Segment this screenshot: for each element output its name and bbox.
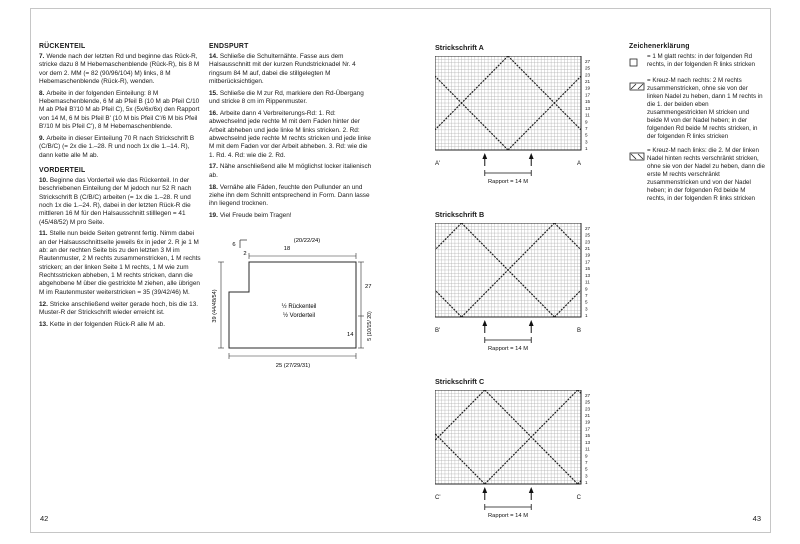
chart-grid-svg: [435, 223, 613, 355]
rapport-label: Rapport = 14 M: [487, 346, 529, 352]
row-number: 27: [585, 392, 591, 398]
instruction-step: [39, 135, 201, 160]
step-number: 8.: [39, 89, 45, 97]
row-number: 21: [585, 245, 591, 251]
instruction-step: [39, 301, 201, 318]
step-text: Arbeite in der folgenden Einteilung: 8 M Hebemaschenblende, 6 M ab Pfeil B (10 M ab Pfeil C/10 M ab Pfeil B'/10 M ab Pfeil C), 5x (5x/6x/6x) den Rapport von 14 M, 6 M bis Pfeil B' (10 M bis Pfeil C'/6 M bis Pfeil B'/10 M bis Pfeil C'), 8 M Hebemaschenblende.: [39, 89, 200, 131]
step-number: 19.: [209, 212, 218, 220]
schematic-svg: [211, 230, 374, 372]
chart-grid-svg: [435, 390, 613, 522]
step-text: Viel Freude beim Tragen!: [219, 212, 292, 220]
row-number: 21: [585, 412, 591, 418]
row-number: 9: [585, 453, 588, 459]
chart-title: Strickschrift C: [435, 377, 485, 386]
row-number: 5: [585, 466, 588, 472]
step-text: Beginne das Vorderteil wie das Rückenteil. In der beschriebenen Einteilung der M jedoch nur 52 R nach Strickschrift B (C/B/C) arbeiten (= 1x die 1.–28. R und noch 1x die 1.–24. R), dabei in der letzten Rück-R die mittleren 16 M für den Halsausschnitt stilllegen = 41 (45/48/52) M pro Seite.: [39, 176, 192, 226]
row-number: 7: [585, 125, 588, 131]
legend-text: = Kreuz-M nach links: die 2. M der linken Nadel hinten rechts verschränkt stricken, ohne sie von der Nadel zu heben, dann die erste M rechts verschränkt zusammenstricken und von der Nadel heben; in der folgenden Rd beide M rechts, in der folgenden R links stricken: [647, 146, 765, 202]
row-number: 1: [585, 313, 588, 319]
rapport-arrow-icon: [529, 320, 534, 326]
row-number: 9: [585, 286, 588, 292]
step-text: Vernähe alle Fäden, feuchte den Pullunder an und ziehe ihn dem Schnitt entsprechend in Form. Dann lasse ihn liegend trocknen.: [209, 183, 370, 208]
endspurt-steps: [209, 53, 372, 220]
step-number: 17.: [209, 163, 218, 171]
legend-text: = Kreuz-M nach rechts: 2 M rechts zusammenstricken, ohne sie von der linken Nadel zu heben, dann 1 M rechts in die 1. der beiden eben zusammengestrickten M stricken und beide M von der Nadel heben; in der folgenden Rd beide M rechts stricken, in der folgenden R links stricken: [647, 77, 763, 141]
row-number: 13: [585, 272, 591, 278]
dim-top-base: 18: [283, 246, 291, 253]
legend-column: [629, 43, 765, 208]
row-number: 5: [585, 132, 588, 138]
garment-schematic: [211, 230, 372, 377]
step-number: 16.: [209, 109, 218, 117]
rapport-label: Rapport = 14 M: [487, 179, 529, 185]
dim-right-lower: 14: [347, 332, 354, 339]
knit-square-icon: [629, 53, 647, 72]
step-text: Arbeite in dieser Einteilung 70 R nach Strickschrift B (C/B/C) (= 2x die 1.–28. R und noch 1x die 1.–14. R), dann kette alle M ab.: [39, 134, 195, 159]
legend-text: = 1 M glatt rechts: in der folgenden Rd rechts, in der folgenden R links stricken: [647, 53, 755, 69]
step-number: 15.: [209, 89, 218, 97]
row-number: 17: [585, 426, 591, 432]
page-number-right: 43: [752, 514, 761, 523]
rapport-arrow-icon: [529, 487, 534, 493]
knitting-chart-B: [435, 210, 617, 360]
row-number: 7: [585, 459, 588, 465]
chart-grid-svg: [435, 56, 613, 188]
step-number: 13.: [39, 320, 48, 328]
row-number: 13: [585, 439, 591, 445]
row-number: 15: [585, 433, 591, 439]
row-number: 21: [585, 78, 591, 84]
book-spread: [30, 8, 771, 533]
schematic-label-back: ½ Rückenteil: [281, 304, 317, 311]
instruction-step: [209, 212, 372, 220]
vorderteil-steps: [39, 177, 201, 329]
knitting-chart-A: [435, 43, 617, 193]
legend-item: [629, 77, 765, 142]
row-number: 25: [585, 65, 591, 71]
legend-item: [629, 147, 765, 203]
row-number: 11: [585, 112, 590, 118]
step-text: Stricke anschließend weiter gerade hoch, bis die 13. Muster-R der Strickschrift wieder erreicht ist.: [39, 300, 199, 316]
dim-right-side: 5 (10/15/ 20): [367, 311, 373, 342]
row-number: 5: [585, 299, 588, 305]
row-number: 9: [585, 119, 588, 125]
row-number: 1: [585, 146, 588, 152]
middle-text-column: [209, 43, 372, 377]
dim-height-left: 39 (44/48/54): [212, 289, 218, 324]
chart-title: Strickschrift B: [435, 210, 485, 219]
rapport-arrow-icon: [482, 153, 487, 159]
rapport-label: Rapport = 14 M: [487, 513, 529, 519]
chart-left-marker: B': [435, 328, 441, 334]
row-number: 23: [585, 239, 591, 245]
row-number: 27: [585, 225, 591, 231]
left-text-column: [39, 43, 201, 333]
step-number: 10.: [39, 176, 48, 184]
cross-left-icon: [629, 147, 647, 203]
step-text: Schließe die M zur Rd, markiere den Rd-Übergang und stricke 8 cm im Rippenmuster.: [209, 89, 364, 106]
step-number: 18.: [209, 183, 218, 191]
instruction-step: [39, 321, 201, 329]
instruction-step: [209, 163, 372, 180]
step-text: Stelle nun beide Seiten getrennt fertig. Nimm dabei an der Halsausschnittseite jeweils 6x in jeder 2. R je 1 M ab: an der rechten Seite bis zu den letzten 3 M im Rautenmuster, 2 M rechts zusammenstricken, 1 M rechts stricken; an der linken Seite 1 M rechts, 1 M wie zum Rechtsstricken abheben, 1 M rechts stricken, dann die abgehobene M über die gestrickte M ziehen, alle übrigen M im Rautenmuster weiterstricken = 35 (39/42/46) M.: [39, 230, 201, 296]
row-number: 19: [585, 419, 591, 425]
rapport-arrow-icon: [529, 153, 534, 159]
chart-right-marker: B: [576, 328, 581, 334]
step-text: Nähe anschließend alle M möglichst locker italienisch ab.: [209, 163, 372, 179]
row-number: 11: [585, 446, 590, 452]
section-heading-endspurt: ENDSPURT: [209, 43, 249, 50]
row-number: 7: [585, 292, 588, 298]
chart-title: Strickschrift A: [435, 43, 484, 52]
instruction-step: [39, 177, 201, 227]
step-number: 12.: [39, 300, 48, 308]
instruction-step: [209, 90, 372, 107]
dim-right-upper: 27: [365, 284, 372, 291]
instruction-step: [39, 230, 201, 297]
step-text: Kette in der folgenden Rück-R alle M ab.: [49, 320, 165, 328]
row-number: 25: [585, 232, 591, 238]
step-text: Arbeite dann 4 Verbreiterungs-Rd: 1. Rd: abwechselnd jede rechte M mit dem Faden hinter der Arbeit abheben und jede linke M links stricken. 2. Rd: abwechselnd jede rechte M rechts stricken und jede linke M mit dem Faden vor der Arbeit abheben. 3. Rd: wie die 1. Rd. 4. Rd: wie die 2. Rd.: [209, 109, 371, 159]
dim-top-sizes: (20/22/24): [293, 238, 321, 245]
row-number: 1: [585, 480, 588, 486]
legend-items: [629, 53, 765, 203]
step-text: Wende nach der letzten Rd und beginne das Rück-R, stricke dazu 8 M Hebemaschenblende (Rück-R), bis 8 M vor dem 2. MM (= 82 (90/96/104) M) links, 8 M Hebemaschenblende (Rück-R), wenden.: [39, 53, 200, 85]
rueckenteil-steps: [39, 53, 201, 160]
rapport-arrow-icon: [482, 320, 487, 326]
step-number: 14.: [209, 53, 218, 60]
dim-bottom: 25 (27/29/31): [275, 363, 311, 370]
cross-right-icon: [629, 77, 647, 142]
row-number: 17: [585, 92, 591, 98]
step-number: 7.: [39, 53, 45, 60]
row-number: 19: [585, 85, 591, 91]
chart-left-marker: A': [435, 161, 441, 167]
row-number: 27: [585, 58, 591, 64]
dim-neck-width: 6: [232, 242, 236, 249]
row-number: 11: [585, 279, 590, 285]
step-number: 9.: [39, 134, 45, 142]
rapport-arrow-icon: [482, 487, 487, 493]
row-number: 3: [585, 139, 588, 145]
row-number: 17: [585, 259, 591, 265]
instruction-step: [209, 110, 372, 160]
knitting-chart-C: [435, 377, 617, 527]
instruction-step: [39, 90, 201, 132]
row-number: 15: [585, 266, 591, 272]
row-number: 3: [585, 473, 588, 479]
chart-right-marker: C: [576, 495, 581, 501]
step-text: Schließe die Schulternähte. Fasse aus dem Halsausschnitt mit der kurzen Rundstricknadel Nr. 4 ringsum 84 M auf, dabei die stillgelegten M mitberücksichtigen.: [209, 53, 356, 85]
page-number-left: 42: [40, 514, 49, 523]
section-heading-vorderteil: VORDERTEIL: [39, 166, 86, 174]
instruction-step: [209, 53, 372, 86]
schematic-label-front: ½ Vorderteil: [282, 313, 316, 320]
row-number: 13: [585, 105, 591, 111]
row-number: 19: [585, 252, 591, 258]
chart-right-marker: A: [576, 161, 581, 167]
row-number: 23: [585, 406, 591, 412]
step-number: 11.: [39, 230, 48, 238]
charts-column: [435, 43, 617, 544]
row-number: 25: [585, 399, 591, 405]
legend-heading: Zeichenerklärung: [629, 43, 690, 50]
legend-item: [629, 53, 765, 72]
dim-neck-depth: 2: [243, 251, 247, 258]
row-number: 15: [585, 99, 591, 105]
row-number: 3: [585, 306, 588, 312]
section-heading-rueckenteil: RÜCKENTEIL: [39, 43, 86, 50]
chart-left-marker: C': [435, 495, 441, 501]
row-number: 23: [585, 72, 591, 78]
instruction-step: [39, 53, 201, 86]
instruction-step: [209, 184, 372, 209]
